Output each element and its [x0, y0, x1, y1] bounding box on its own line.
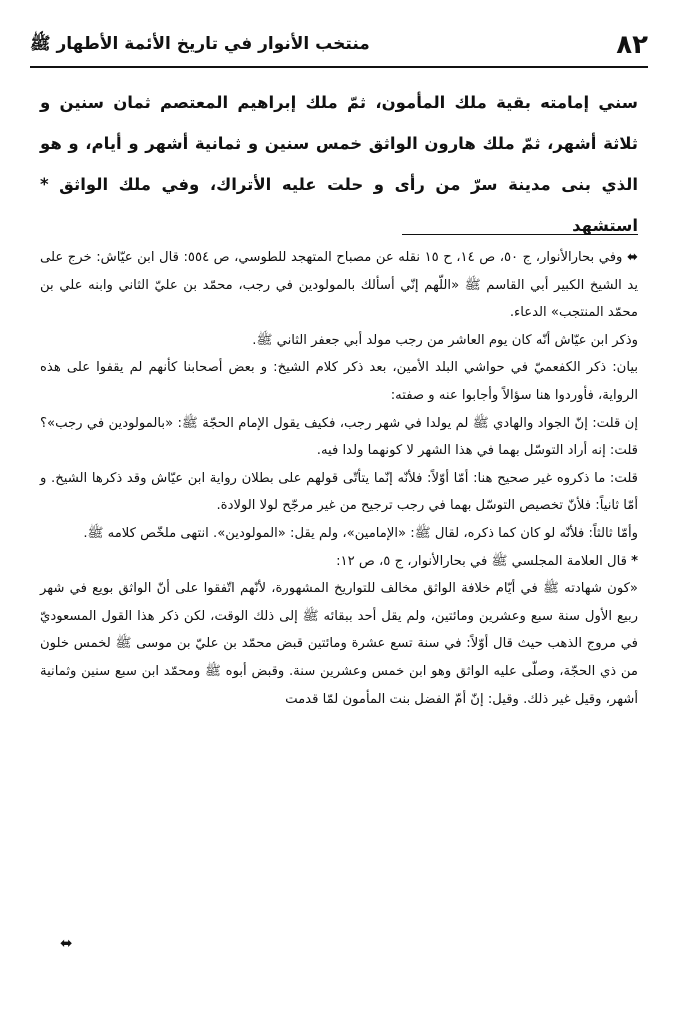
footnote-paragraph	[40, 465, 638, 520]
footnote-paragraph	[40, 410, 638, 465]
page-number: ٨٢	[616, 30, 648, 60]
page-header	[30, 28, 648, 62]
footnotes	[40, 244, 638, 713]
footnote-text: بيان: ذكر الكفعميّ في حواشي البلد الأمين، بعد ذكر كلام الشيخ: و بعض أصحابنا كأنهم لم يقفوا على هذه الرواية، فأوردوا هنا سؤالاً وأجابوا عنه و صفته:	[40, 360, 638, 403]
footnote-paragraph	[40, 354, 638, 409]
continuation-arrow-icon: ⬌	[60, 934, 73, 952]
footnote-text: وأمّا ثالثاً: فلأنّه لو كان كما ذكره، لقال ﷺ: «الإمامين»، ولم يقل: «المولودين». انتهى ملخّص كلامه ﷺ.	[83, 525, 638, 541]
footnote-paragraph	[40, 244, 638, 327]
main-text	[40, 82, 638, 246]
footnote-paragraph	[40, 548, 638, 576]
footnote-paragraph	[40, 575, 638, 713]
footnote-separator	[402, 234, 638, 235]
footnote-text: قلت: ما ذكروه غير صحيح هنا: أمّا أوّلاً: فلأنّه إنّما يتأتّى قولهم على بطلان رواية ابن عيّاش وقد ذكرها الشيخ. و أمّا ثانياً: فلأنّ تخصيص التوسّل بهما في رجب ترجيح من غير مرجّح لولا الولادة.	[40, 470, 638, 514]
footnote-text: قال العلامة المجلسي ﷺ في بحارالأنوار، ج ٥، ص ١٢:	[336, 553, 627, 569]
footnote-paragraph	[40, 520, 638, 548]
footnote-paragraph	[40, 327, 638, 355]
footnote-text: إن قلت: إنّ الجواد والهادي ﷺ لم يولدا في شهر رجب، فكيف يقول الإمام الحجّة ﷺ: «بالمولودين في رجب»؟ قلت: إنه أراد التوسّل بهما في هذا الشهر لا كونهما ولدا فيه.	[40, 415, 638, 459]
footnote-text: «كون شهادته ﷺ في أيّام خلافة الواثق مخالف للتواريخ المشهورة، لأنّهم اتّفقوا على أنّ الواثق بويع في شهر ربيع الأول سنة سبع وعشرين ومائتين، ولم يقل أحد ببقائه ﷺ إلى ذلك الوقت، لكن ذكر هذا القول المسعوديّ في مروج الذهب حيث قال أوّلاً: في سنة تسع عشرة ومائتين قبض محمّد بن عليّ بن موسى ﷺ لخمس خلون من ذي الحجّة، وصلّى عليه الواثق وهو ابن خمس وعشرين سنة. وقبض أبوه ﷺ ومحمّد ابن سبع سنين وثمانية أشهر، وقيل غير ذلك. وقيل: إنّ أمّ الفضل بنت المأمون لمّا قدمت	[40, 581, 638, 707]
footnote-text: وفي بحارالأنوار، ج ٥٠، ص ١٤، ح ١٥ نقله عن مصباح المتهجد للطوسي، ص ٥٥٤: قال ابن عيّاش: خرج على يد الشيخ الكبير أبي القاسم ﷺ «اللّهم إنّي أسألك بالمولودين في رجب، محمّد بن عليّ الثاني وابنه علي بن محمّد المنتجب» الدعاء.	[40, 250, 638, 321]
footnote-text: وذكر ابن عيّاش أنّه كان يوم العاشر من رجب مولد أبي جعفر الثاني ﷺ.	[252, 332, 638, 348]
running-title: منتخب الأنوار في تاريخ الأئمة الأطهار ﷺ	[30, 33, 370, 54]
footnote-marker: ⬌	[626, 250, 638, 265]
header-rule	[30, 66, 648, 68]
footnote-marker: *	[631, 553, 638, 569]
main-paragraph: سني إمامته بقية ملك المأمون، ثمّ ملك إبراهيم المعتصم ثمان سنين و ثلاثة أشهر، ثمّ ملك هارون الواثق خمس سنين و ثمانية أشهر و أيام، و هو الذي بنى مدينة سرّ من رأى و حلت عليه الأتراك، وفي ملك الواثق * استشهد	[40, 93, 638, 235]
